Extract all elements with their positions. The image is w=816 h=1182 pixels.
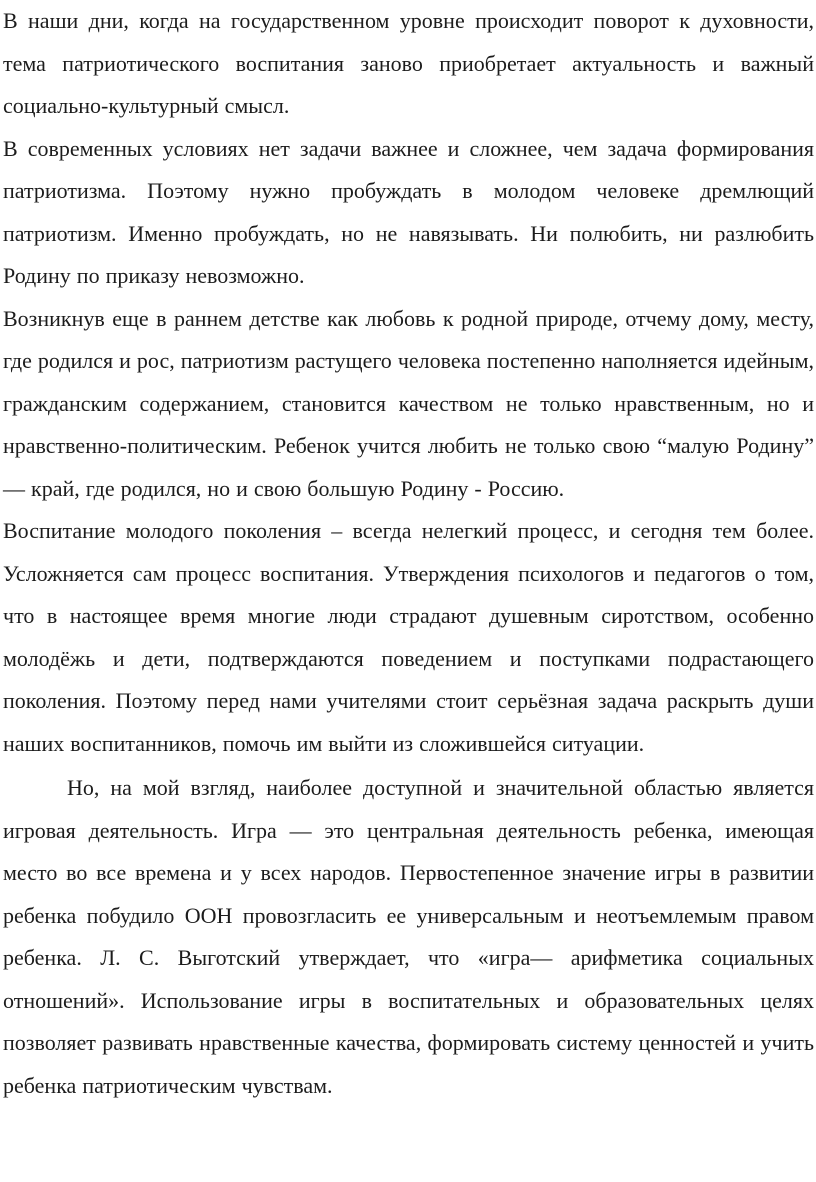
paragraph-play-activity: Но, на мой взгляд, наиболее доступной и значительной областью является игровая деятельность. Игра — это центральная деятельность ребенка, имеющая место во все времена и у всех народов. Первостепенное значение игры в развитии ребенка побудило ООН провозгласить ее универсальным и неотъемлемым правом ребенка. Л. С. Выготский утверждает, что «игра— арифметика социальных отношений». Использование игры в воспитательных и образовательных целях позволяет развивать нравственные качества, формировать систему ценностей и учить ребенка патриотическим чувствам. — [3, 775, 814, 1098]
paragraph-spirituality-intro: В наши дни, когда на государственном уровне происходит поворот к духовности, тема патриотического воспитания заново приобретает актуальность и важный социально-культурный смысл. — [3, 8, 814, 118]
paragraph-youth-upbringing: Воспитание молодого поколения – всегда нелегкий процесс, и сегодня тем более. Усложняется сам процесс воспитания. Утверждения психологов и педагогов о том, что в настоящее время многие люди страдают душевным сиротством, особенно молодёжь и дети, подтверждаются поведением и поступками подрастающего поколения. Поэтому перед нами учителями стоит серьёзная задача раскрыть души наших воспитанников, помочь им выйти из сложившейся ситуации. — [3, 518, 814, 756]
paragraph-patriotism-task: В современных условиях нет задачи важнее и сложнее, чем задача формирования патриотизма. Поэтому нужно пробуждать в молодом человеке дремлющий патриотизм. Именно пробуждать, но не навязывать. Ни полюбить, ни разлюбить Родину по приказу невозможно. — [3, 135, 814, 288]
paragraph-patriotism-origins: Возникнув еще в раннем детстве как любовь к родной природе, отчему дому, месту, где родился и рос, патриотизм растущего человека постепенно наполняется идейным, гражданским содержанием, становится качеством не только нравственным, но и нравственно-политическим. Ребенок учится любить не только свою “малую Родину” — край, где родился, но и свою большую Родину - Россию. — [3, 305, 814, 501]
